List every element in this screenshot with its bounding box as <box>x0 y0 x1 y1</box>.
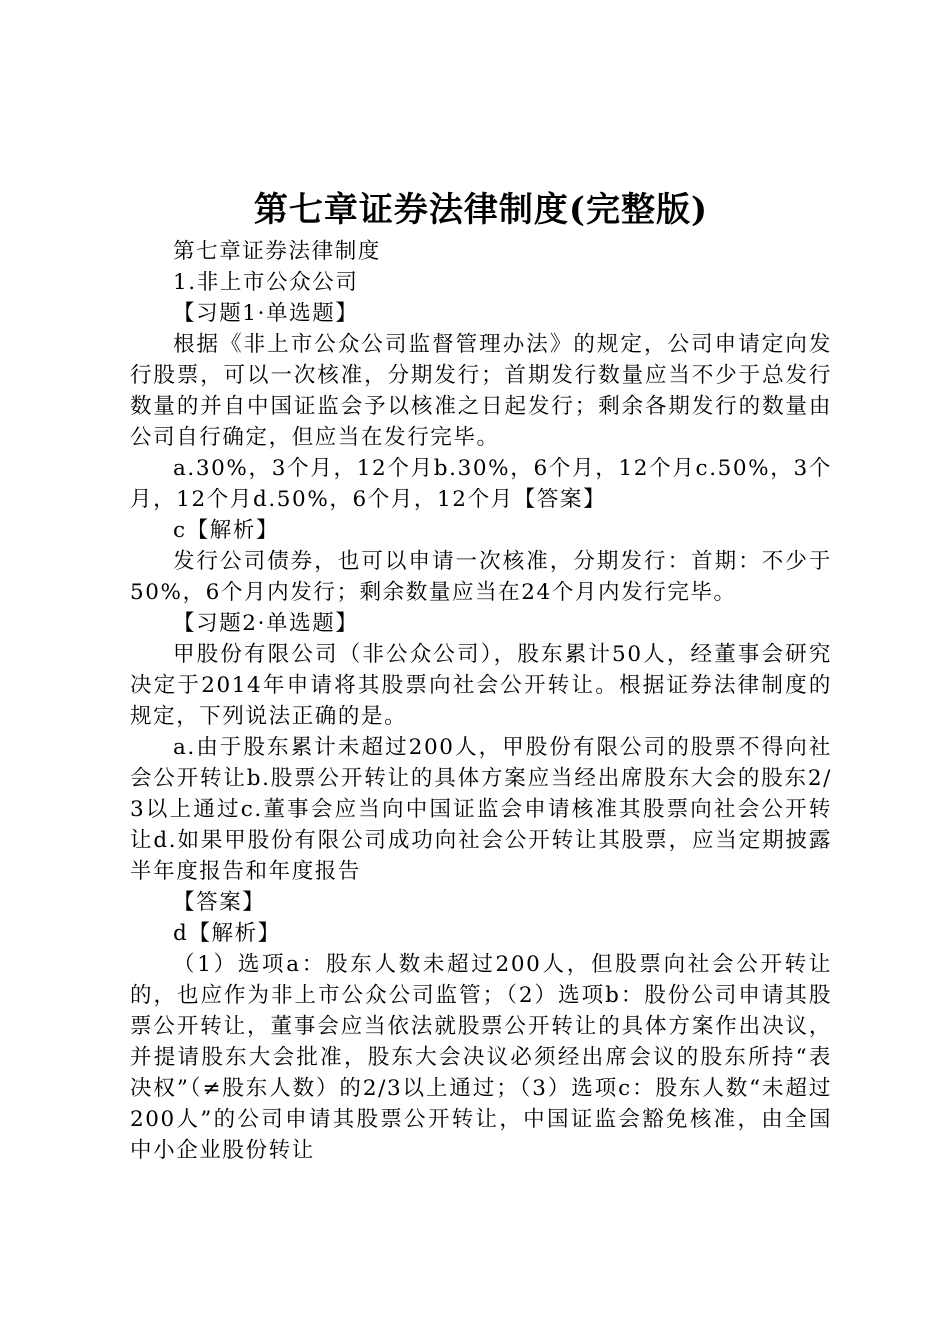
paragraph-section-heading: 1.非上市公众公司 <box>173 270 359 295</box>
document-title: 第七章证券法律制度(完整版) <box>253 190 709 230</box>
paragraph-exercise-2-question: 甲股份有限公司（非公众公司），股东累计50人，经董事会研究决定于2014年申请将其股票向社会公开转让。根据证券法律制度的规定，下列说法正确的是。 <box>130 642 832 729</box>
paragraph-exercise-2-options: a.由于股东累计未超过200人，甲股份有限公司的股票不得向社会公开转让b.股票公开转让的具体方案应当经出席股东大会的股东2/3以上通过c.董事会应当向中国证监会申请核准其股票向社会公开转让d.如果甲股份有限公司成功向社会公开转让其股票，应当定期披露半年度报告和年度报告 <box>130 735 832 884</box>
paragraph-exercise-1-options: a.30%，3个月，12个月b.30%，6个月，12个月c.50%，3个月，12个月d.50%，6个月，12个月【答案】 <box>130 456 832 512</box>
paragraph-exercise-1-answer: c【解析】 <box>173 518 280 543</box>
paragraph-exercise-1-label: 【习题1·单选题】 <box>173 301 359 326</box>
paragraph-exercise-1-explanation: 发行公司债券，也可以申请一次核准，分期发行：首期：不少于50%，6个月内发行；剩余数量应当在24个月内发行完毕。 <box>130 549 832 605</box>
paragraph-exercise-2-answer: d【解析】 <box>173 921 281 946</box>
paragraph-chapter-heading: 第七章证券法律制度 <box>173 239 381 264</box>
paragraph-exercise-2-label: 【习题2·单选题】 <box>173 611 359 636</box>
document-page <box>130 188 832 1166</box>
paragraph-exercise-2-explanation: （1）选项a：股东人数未超过200人，但股票向社会公开转让的，也应作为非上市公众公司监管；（2）选项b：股份公司申请其股票公开转让，董事会应当依法就股票公开转让的具体方案作出决议，并提请股东大会批准，股东大会决议必须经出席会议的股东所持“表决权”（≠股东人数）的2/3以上通过；（3）选项c：股东人数“未超过200人”的公司申请其股票公开转让，中国证监会豁免核准，由全国中小企业股份转让 <box>130 952 832 1163</box>
paragraph-exercise-1-question: 根据《非上市公众公司监督管理办法》的规定，公司申请定向发行股票，可以一次核准，分期发行；首期发行数量应当不少于总发行数量的并自中国证监会予以核准之日起发行；剩余各期发行的数量由公司自行确定，但应当在发行完毕。 <box>130 332 832 450</box>
paragraph-exercise-2-answer-label: 【答案】 <box>173 890 266 915</box>
